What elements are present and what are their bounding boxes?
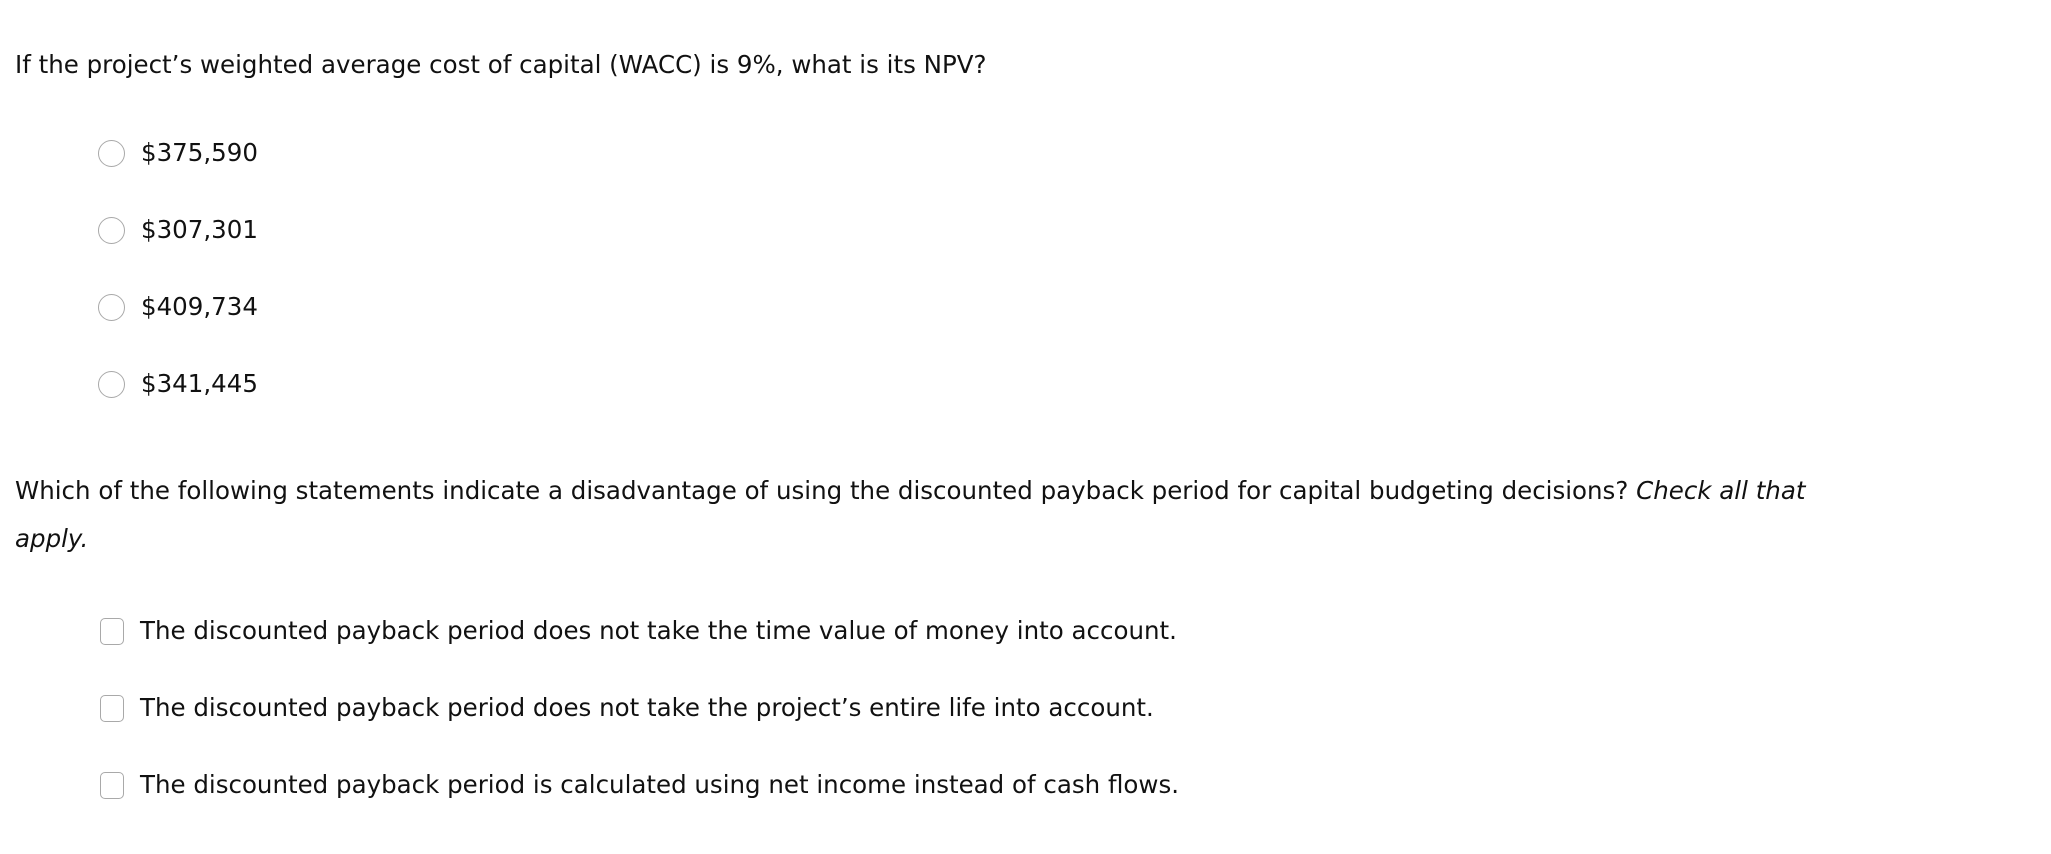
npv-option-1[interactable] <box>98 136 258 170</box>
disadvantage-option-3[interactable] <box>98 768 1179 802</box>
option-label: $307,301 <box>141 215 258 244</box>
option-label: The discounted payback period does not take the project’s entire life into account. <box>140 693 1154 722</box>
option-label: $341,445 <box>141 369 258 398</box>
check-all-prompt: Check all that apply. <box>15 476 1806 553</box>
npv-option-3[interactable] <box>98 290 258 324</box>
checkbox[interactable] <box>100 772 124 799</box>
option-label: The discounted payback period is calculated using net income instead of cash flows. <box>140 770 1180 799</box>
radio-button[interactable] <box>98 371 125 398</box>
checkbox[interactable] <box>100 618 124 645</box>
question-1-text: If the project’s weighted average cost of capital (WACC) is 9%, what is its NPV? <box>15 50 987 79</box>
option-label: The discounted payback period does not take the time value of money into account. <box>140 616 1177 645</box>
question-2-stem: Which of the following statements indicate a disadvantage of using the discounted payback period for capital budgeting decisions? <box>15 476 1629 505</box>
checkbox[interactable] <box>100 695 124 722</box>
option-label: $409,734 <box>141 292 258 321</box>
npv-option-4[interactable] <box>98 367 258 401</box>
radio-button[interactable] <box>98 217 125 244</box>
radio-button[interactable] <box>98 140 125 167</box>
disadvantage-option-1[interactable] <box>98 614 1177 648</box>
npv-option-2[interactable] <box>98 213 258 247</box>
question-2-text <box>15 467 1815 563</box>
radio-button[interactable] <box>98 294 125 321</box>
option-label: $375,590 <box>141 138 258 167</box>
disadvantage-option-2[interactable] <box>98 691 1154 725</box>
